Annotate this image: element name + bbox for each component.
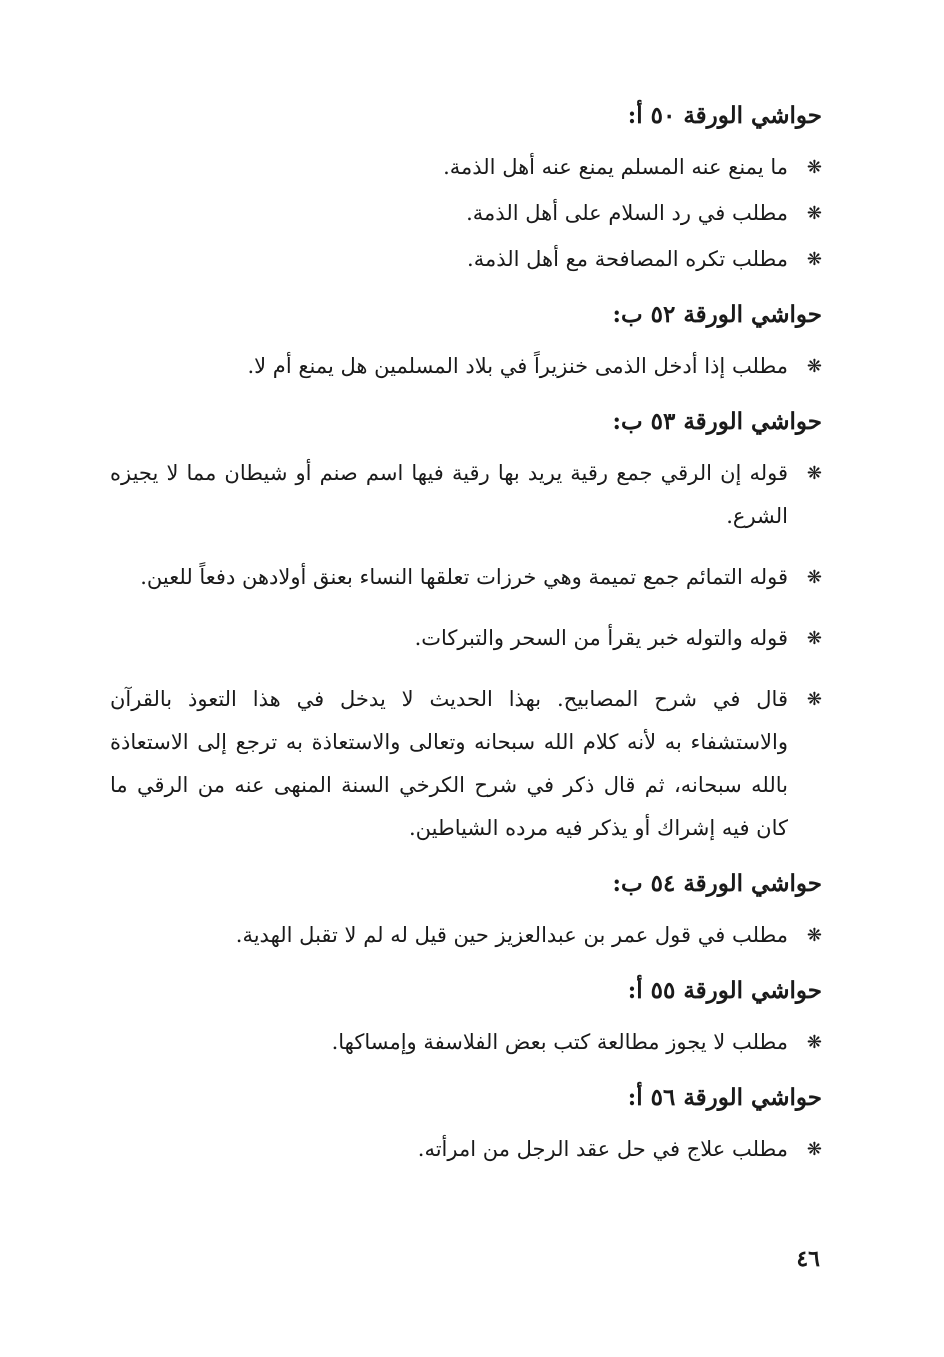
list-item bbox=[110, 914, 822, 957]
list-item-text: مطلب تكره المصافحة مع أهل الذمة. bbox=[467, 247, 788, 271]
document-page bbox=[110, 96, 822, 1185]
section-heading: حواشي الورقة ٥٢ ب: bbox=[612, 301, 822, 328]
section-leaf-50a bbox=[110, 96, 822, 281]
asterisk-bullet-icon: ❋ bbox=[806, 628, 822, 649]
list-item-text: قوله والتوله خبر يقرأ من السحر والتبركات. bbox=[414, 626, 788, 650]
section-heading: حواشي الورقة ٥٦ أ: bbox=[627, 1084, 822, 1111]
list-item-text: مطلب في رد السلام على أهل الذمة. bbox=[466, 201, 788, 225]
asterisk-bullet-icon: ❋ bbox=[806, 1032, 822, 1053]
list-item bbox=[110, 452, 822, 538]
section-heading: حواشي الورقة ٥٣ ب: bbox=[612, 408, 822, 435]
section-heading: حواشي الورقة ٥٥ أ: bbox=[627, 977, 822, 1004]
section-leaf-56a bbox=[110, 1078, 822, 1171]
list-item-text: ما يمنع عنه المسلم يمنع عنه أهل الذمة. bbox=[443, 155, 788, 179]
list-item-text: مطلب علاج في حل عقد الرجل من امرأته. bbox=[417, 1137, 788, 1161]
asterisk-bullet-icon: ❋ bbox=[806, 1139, 822, 1160]
list-item bbox=[110, 345, 822, 388]
section-leaf-54b bbox=[110, 864, 822, 957]
section-heading: حواشي الورقة ٥٠ أ: bbox=[627, 102, 822, 129]
list-item-text: مطلب إذا أدخل الذمى خنزيراً في بلاد المسلمين هل يمنع أم لا. bbox=[247, 354, 788, 378]
list-item-text: قوله إن الرقي جمع رقية يريد بها رقية فيها اسم صنم أو شيطان مما لا يجيزه الشرع. bbox=[110, 461, 788, 528]
asterisk-bullet-icon: ❋ bbox=[806, 203, 822, 224]
list-item-text: قوله التمائم جمع تميمة وهي خرزات تعلقها النساء بعنق أولادهن دفعاً للعين. bbox=[140, 565, 788, 589]
list-item-text: مطلب لا يجوز مطالعة كتب بعض الفلاسفة وإمساكها. bbox=[331, 1030, 788, 1054]
section-heading: حواشي الورقة ٥٤ ب: bbox=[612, 870, 822, 897]
asterisk-bullet-icon: ❋ bbox=[806, 689, 822, 710]
asterisk-bullet-icon: ❋ bbox=[806, 249, 822, 270]
list-item-text: قال في شرح المصابيح. بهذا الحديث لا يدخل في هذا التعوذ بالقرآن والاستشفاء به لأنه كلام الله سبحانه وتعالى والاستعاذة به ترجع إلى الاستعاذة بالله سبحانه، ثم قال ذكر في شرح الكرخي السنة المنهى عنه من الرقي ما كان فيه إشراك أو يذكر فيه مرده الشياطين. bbox=[110, 687, 788, 840]
section-leaf-52b bbox=[110, 295, 822, 388]
section-leaf-53b bbox=[110, 402, 822, 850]
list-item bbox=[110, 192, 822, 235]
page-number: ٤٦ bbox=[796, 1246, 820, 1272]
asterisk-bullet-icon: ❋ bbox=[806, 463, 822, 484]
list-item bbox=[110, 617, 822, 660]
list-item bbox=[110, 678, 822, 850]
list-item bbox=[110, 1021, 822, 1064]
asterisk-bullet-icon: ❋ bbox=[806, 157, 822, 178]
section-leaf-55a bbox=[110, 971, 822, 1064]
list-item bbox=[110, 146, 822, 189]
list-item bbox=[110, 238, 822, 281]
list-item-text: مطلب في قول عمر بن عبدالعزيز حين قيل له لم لا تقبل الهدية. bbox=[235, 923, 788, 947]
asterisk-bullet-icon: ❋ bbox=[806, 356, 822, 377]
asterisk-bullet-icon: ❋ bbox=[806, 567, 822, 588]
list-item bbox=[110, 1128, 822, 1171]
asterisk-bullet-icon: ❋ bbox=[806, 925, 822, 946]
list-item bbox=[110, 556, 822, 599]
